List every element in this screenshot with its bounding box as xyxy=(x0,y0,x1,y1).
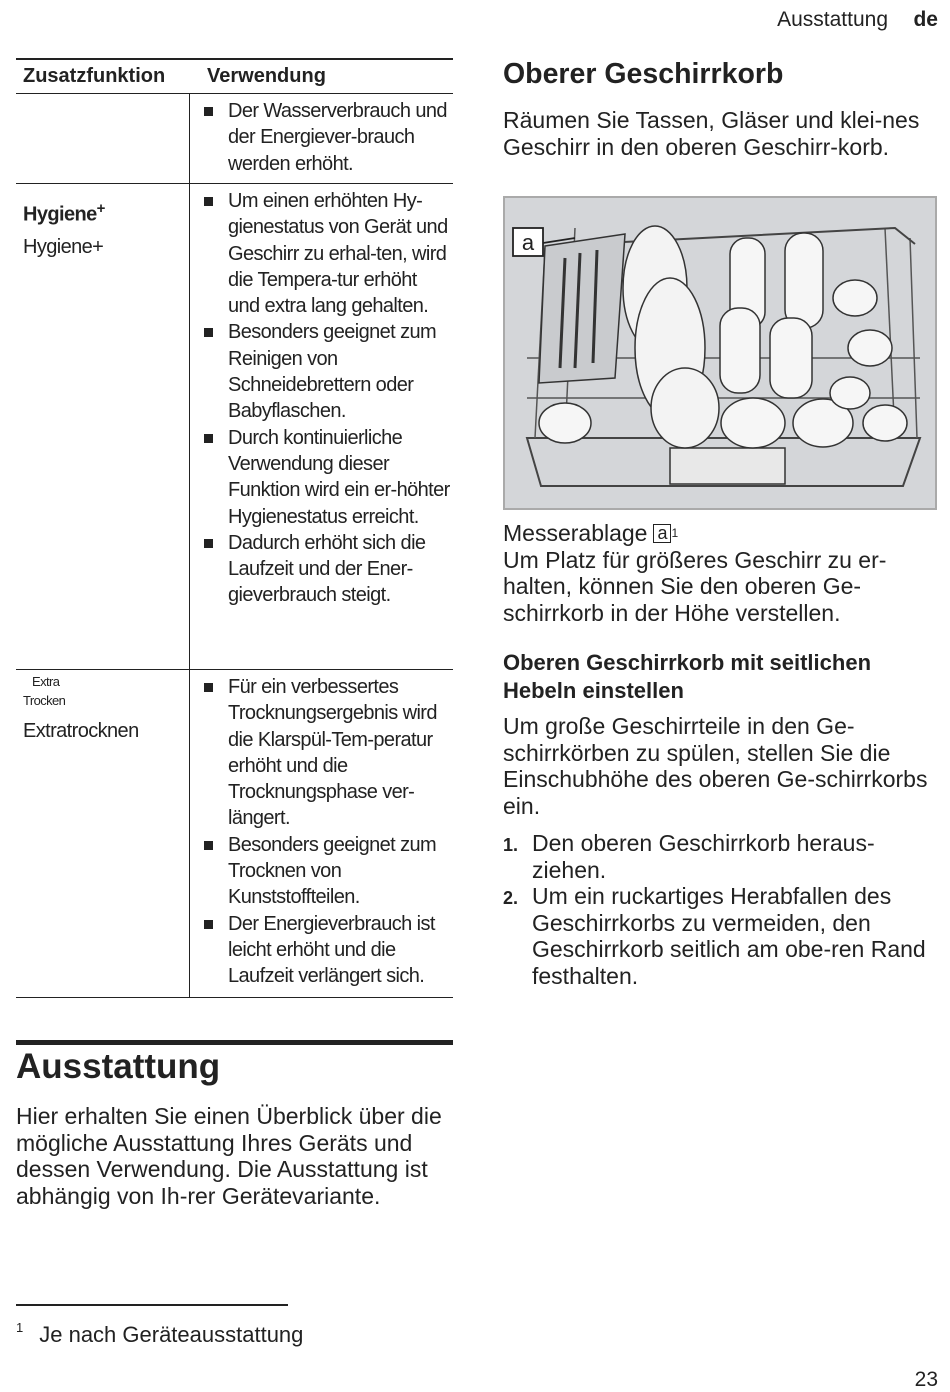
function-cell xyxy=(16,94,190,183)
column-header-usage: Verwendung xyxy=(207,65,326,87)
usage-cell xyxy=(190,670,453,997)
caption-block xyxy=(503,520,933,626)
list-item: 1. Den oberen Geschirrkorb heraus-ziehen. xyxy=(503,830,875,883)
hygiene-icon: Hygiene+ xyxy=(23,200,105,226)
footnote-rule xyxy=(16,1304,288,1306)
usage-bullet: Für ein verbessertes Trocknungsergebnis wird die Klarspül-Tem-peratur erhöht und die Trocknungsphase ver-längert. xyxy=(200,674,453,832)
usage-bullet: Besonders geeignet zum Reinigen von Schneidebrettern oder Babyflaschen. xyxy=(200,319,453,424)
usage-cell xyxy=(190,94,453,183)
list-item: 2. Um ein ruckartiges Herabfallen des Geschirrkorbs zu vermeiden, den Geschirrkorb seitlich am obe-ren Rand festhalten. xyxy=(503,883,926,989)
usage-cell xyxy=(190,184,453,669)
function-name: Hygiene+ xyxy=(23,235,104,258)
subsection-intro: Räumen Sie Tassen, Gläser und klei-nes Geschirr in den oberen Geschirr-korb. xyxy=(503,107,920,160)
key-a: a xyxy=(653,524,671,543)
page-number: 23 xyxy=(914,1368,938,1391)
usage-bullet: Der Energieverbrauch ist leicht erhöht und die Laufzeit verlängert sich. xyxy=(200,911,453,990)
adjust-intro: Um große Geschirrteile in den Ge-schirrkörben zu spülen, stellen Sie die Einschubhöhe des oberen Ge-schirrkorbs ein. xyxy=(503,713,928,819)
footnote: $^1$ Je nach Geräteausstattung xyxy=(16,1320,304,1347)
upper-basket-illustration xyxy=(503,196,937,510)
section-title: Ausstattung xyxy=(16,1047,221,1086)
subsection-title: Oberer Geschirrkorb xyxy=(503,58,784,90)
figure-caption: Messerablage a $^1$ xyxy=(503,520,679,546)
usage-bullet: Um einen erhöhten Hy-gienestatus von Gerät und Geschirr zu erhal-ten, wird die Tempera-tur erhöht und extra lang gehalten. xyxy=(200,188,453,319)
step-list xyxy=(503,830,933,989)
dish-rack-drawing xyxy=(505,198,935,508)
running-header-language: de xyxy=(913,8,938,31)
section-intro: Hier erhalten Sie einen Überblick über die mögliche Ausstattung Ihres Geräts und dessen Verwendung. Die Ausstattung ist abhängig von Ih-rer Gerätevariante. xyxy=(16,1103,442,1209)
subheading: Oberen Geschirrkorb mit seitlichen Hebeln einstellen xyxy=(503,650,872,703)
extra-dry-icon: Extra Trocken xyxy=(23,674,66,708)
usage-bullet: Dadurch erhöht sich die Laufzeit und der Ener-gieverbrauch steigt. xyxy=(200,530,453,609)
function-name: Extratrocknen xyxy=(23,720,139,742)
running-header-section: Ausstattung xyxy=(777,8,888,31)
section-rule xyxy=(16,1040,453,1045)
table-row xyxy=(16,184,453,670)
usage-bullet: Der Wasserverbrauch und der Energiever-brauch werden erhöht. xyxy=(200,98,453,177)
table-header xyxy=(16,60,453,94)
usage-bullet: Durch kontinuierliche Verwendung dieser Funktion wird ein er-höhter Hygienestatus erreicht. xyxy=(200,425,453,530)
function-table xyxy=(16,58,453,998)
function-cell-hygiene xyxy=(16,184,190,669)
height-adjust-text: Um Platz für größeres Geschirr zu er-halten, können Sie den oberen Ge-schirrkorb in der Höhe verstellen. xyxy=(503,546,887,626)
function-cell-extra-dry xyxy=(16,670,190,997)
usage-bullet: Besonders geeignet zum Trocknen von Kunststoffteilen. xyxy=(200,832,453,911)
column-header-function: Zusatzfunktion xyxy=(23,65,166,87)
table-row xyxy=(16,670,453,998)
table-row xyxy=(16,94,453,184)
figure-label-a: a xyxy=(521,230,535,255)
